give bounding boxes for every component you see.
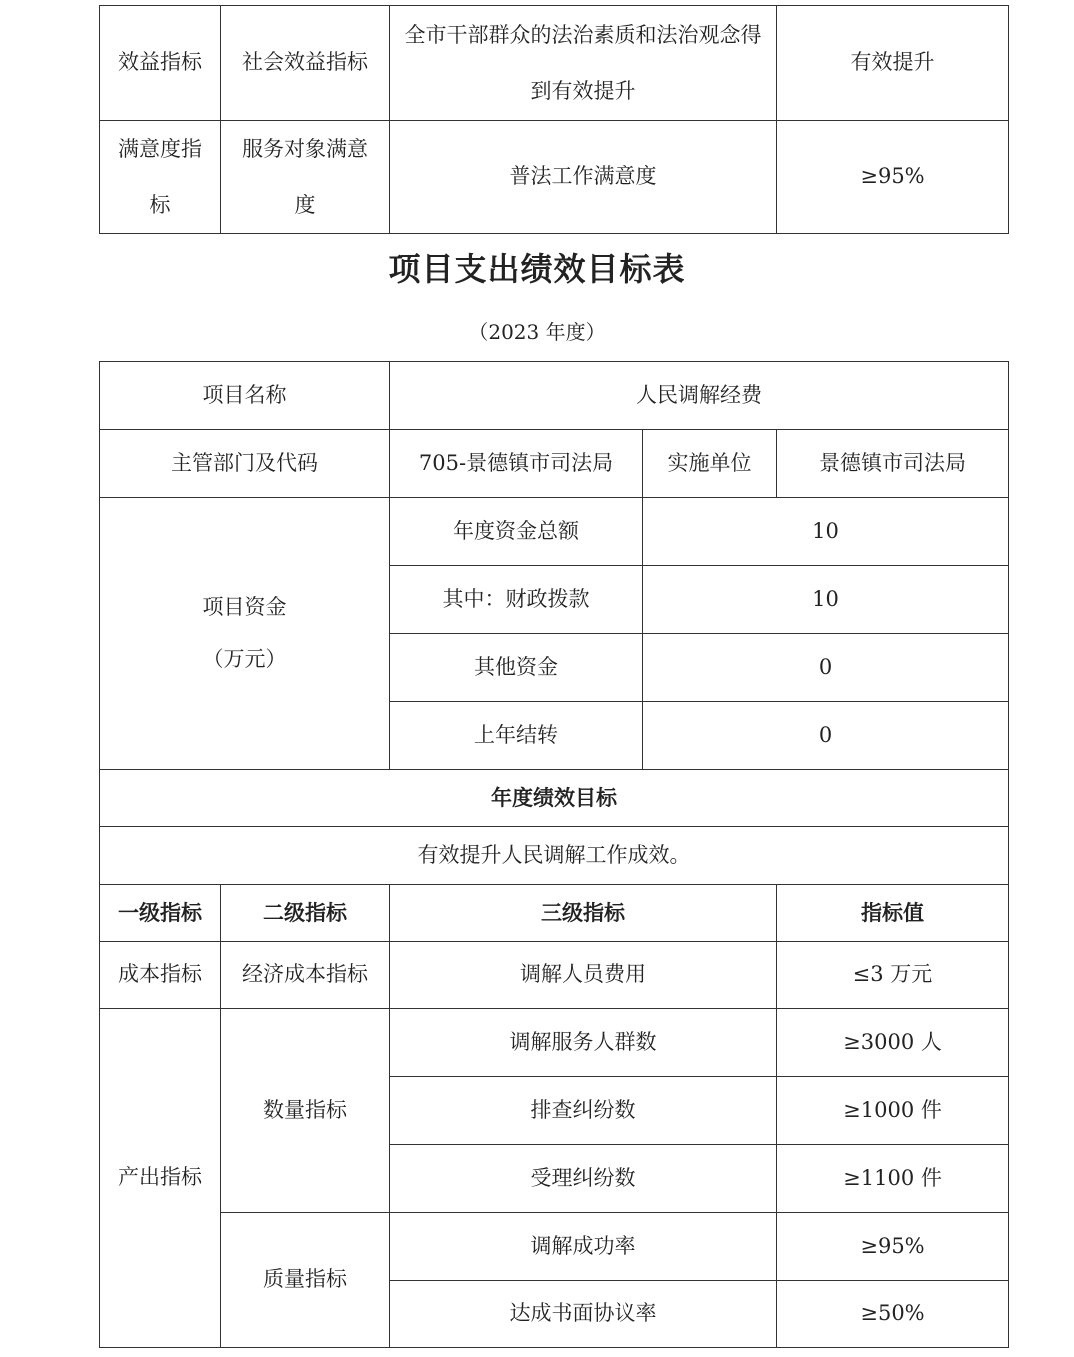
project-name-value: 人民调解经费 — [390, 362, 1009, 430]
value-cell: ≥95% — [777, 121, 1009, 234]
level3-cell: 全市干部群众的法治素质和法治观念得到有效提升 — [390, 6, 777, 121]
funds-row-value: 10 — [643, 498, 1009, 566]
output-indicator-label: 产出指标 — [100, 1009, 221, 1348]
page-title: 项目支出绩效目标表 — [388, 250, 686, 288]
table-row-quantity — [100, 1009, 1009, 1077]
level2-cell: 社会效益指标 — [221, 6, 390, 121]
funds-row-label: 上年结转 — [390, 702, 643, 770]
project-funds-cell — [100, 498, 390, 770]
implementing-unit-value: 景德镇市司法局 — [777, 430, 1009, 498]
project-name-label: 项目名称 — [100, 362, 390, 430]
table-row-project-name — [100, 362, 1009, 430]
header-level3: 三级指标 — [390, 885, 777, 942]
level1-cell: 满意度指标 — [100, 121, 221, 234]
level1-cell: 成本指标 — [100, 942, 221, 1009]
annual-goal-text: 有效提升人民调解工作成效。 — [100, 827, 1009, 885]
value-cell: ≥1100 件 — [777, 1145, 1009, 1213]
level2-cell: 服务对象满意度 — [221, 121, 390, 234]
table-row-goal-text — [100, 827, 1009, 885]
funds-row-value: 10 — [643, 566, 1009, 634]
project-funds-label: 项目资金 — [202, 595, 287, 620]
level3-cell: 调解成功率 — [390, 1213, 777, 1281]
header-level1: 一级指标 — [100, 885, 221, 942]
performance-target-table — [99, 361, 1009, 1348]
funds-row-label: 年度资金总额 — [390, 498, 643, 566]
quantity-indicator-label: 数量指标 — [221, 1009, 390, 1213]
department-label: 主管部门及代码 — [100, 430, 390, 498]
level3-cell: 普法工作满意度 — [390, 121, 777, 234]
table-row-goal-header — [100, 770, 1009, 827]
level3-cell: 达成书面协议率 — [390, 1281, 777, 1348]
value-cell: ≥95% — [777, 1213, 1009, 1281]
table-row — [100, 121, 1009, 234]
level3-cell: 受理纠纷数 — [390, 1145, 777, 1213]
table-row — [100, 6, 1009, 121]
value-cell: 有效提升 — [777, 6, 1009, 121]
table-row-quality — [100, 1213, 1009, 1281]
quality-indicator-label: 质量指标 — [221, 1213, 390, 1348]
level3-cell: 调解服务人群数 — [390, 1009, 777, 1077]
table-row-indicator-headers — [100, 885, 1009, 942]
header-level2: 二级指标 — [221, 885, 390, 942]
level1-cell: 效益指标 — [100, 6, 221, 121]
value-cell: ≤3 万元 — [777, 942, 1009, 1009]
department-value: 705-景德镇市司法局 — [390, 430, 643, 498]
value-cell: ≥1000 件 — [777, 1077, 1009, 1145]
level3-cell: 调解人员费用 — [390, 942, 777, 1009]
table-row-funds — [100, 498, 1009, 566]
funds-row-value: 0 — [643, 702, 1009, 770]
table-row-cost — [100, 942, 1009, 1009]
project-funds-unit: （万元） — [202, 646, 287, 671]
table-row-department — [100, 430, 1009, 498]
value-cell: ≥50% — [777, 1281, 1009, 1348]
page-subtitle: （2023 年度） — [468, 320, 606, 344]
annual-goal-header: 年度绩效目标 — [100, 770, 1009, 827]
funds-row-label: 其他资金 — [390, 634, 643, 702]
header-value: 指标值 — [777, 885, 1009, 942]
implementing-unit-label: 实施单位 — [643, 430, 777, 498]
level3-cell: 排查纠纷数 — [390, 1077, 777, 1145]
value-cell: ≥3000 人 — [777, 1009, 1009, 1077]
indicator-table-continued — [99, 5, 1009, 234]
funds-row-value: 0 — [643, 634, 1009, 702]
funds-row-label: 其中：财政拨款 — [390, 566, 643, 634]
level2-cell: 经济成本指标 — [221, 942, 390, 1009]
